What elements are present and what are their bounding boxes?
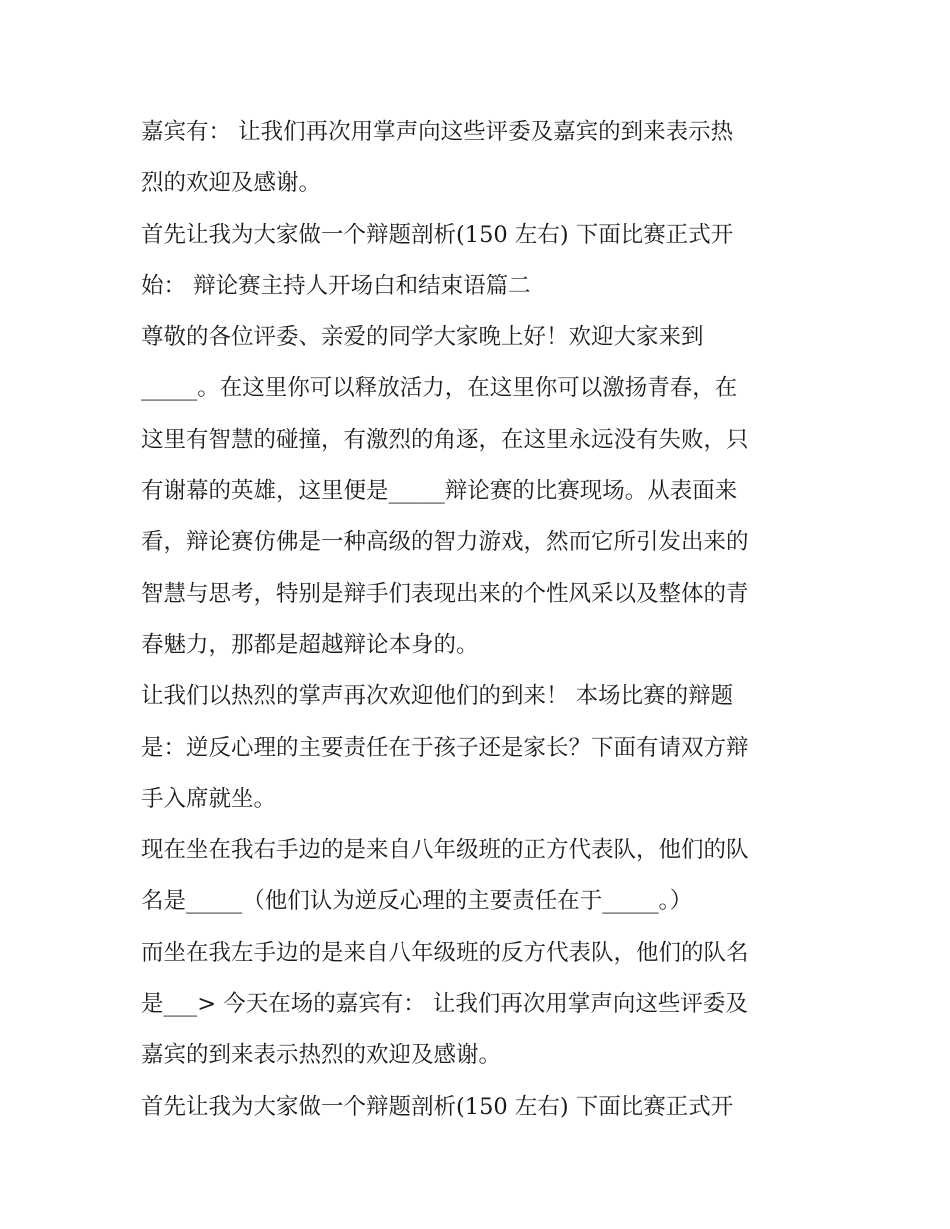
text-line-1: 嘉宾有： 让我们再次用掌声向这些评委及嘉宾的到来表示热 [141,119,734,145]
text-line-9: 看，辩论赛仿佛是一种高级的智力游戏，然而它所引发出来的 [141,529,749,556]
text-line-11: 春魅力，那都是超越辩论本身的。 [141,631,479,658]
text-line-16: 名是_____（他们认为逆反心理的主要责任在于_____。） [141,888,693,915]
text-line-12: 让我们以热烈的掌声再次欢迎他们的到来！ 本场比赛的辩题 [141,683,734,710]
text-line-6: _____。在这里你可以释放活力，在这里你可以激扬青春，在 [141,375,738,402]
text-line-10: 智慧与思考，特别是辩手们表现出来的个性风采以及整体的青 [141,580,749,607]
text-line-13: 是：逆反心理的主要责任在于孩子还是家长？下面有请双方辩 [141,734,749,761]
text-line-2: 烈的欢迎及感谢。 [141,170,322,197]
text-line-18: 是___> 今天在场的嘉宾有： 让我们再次用掌声向这些评委及 [141,991,748,1018]
text-line-15: 现在坐在我右手边的是来自八年级班的正方代表队，他们的队 [141,837,749,864]
text-line-3: 首先让我为大家做一个辩题剖析(150 左右) 下面比赛正式开 [141,221,734,248]
text-line-20: 首先让我为大家做一个辩题剖析(150 左右) 下面比赛正式开 [141,1093,734,1120]
text-line-5: 尊敬的各位评委、亲爱的同学大家晚上好！欢迎大家来到 [141,324,704,351]
text-line-14: 手入席就坐。 [141,785,277,812]
text-line-4: 始： 辩论赛主持人开场白和结束语篇二 [141,272,531,299]
document-text-body [141,107,821,1133]
text-line-8: 有谢幕的英雄，这里便是_____辩论赛的比赛现场。从表面来 [141,478,738,505]
text-line-19: 嘉宾的到来表示热烈的欢迎及感谢。 [141,1042,502,1069]
text-line-17: 而坐在我左手边的是来自八年级班的反方代表队，他们的队名 [141,939,749,966]
text-line-7: 这里有智慧的碰撞，有激烈的角逐，在这里永远没有失败，只 [141,426,749,453]
